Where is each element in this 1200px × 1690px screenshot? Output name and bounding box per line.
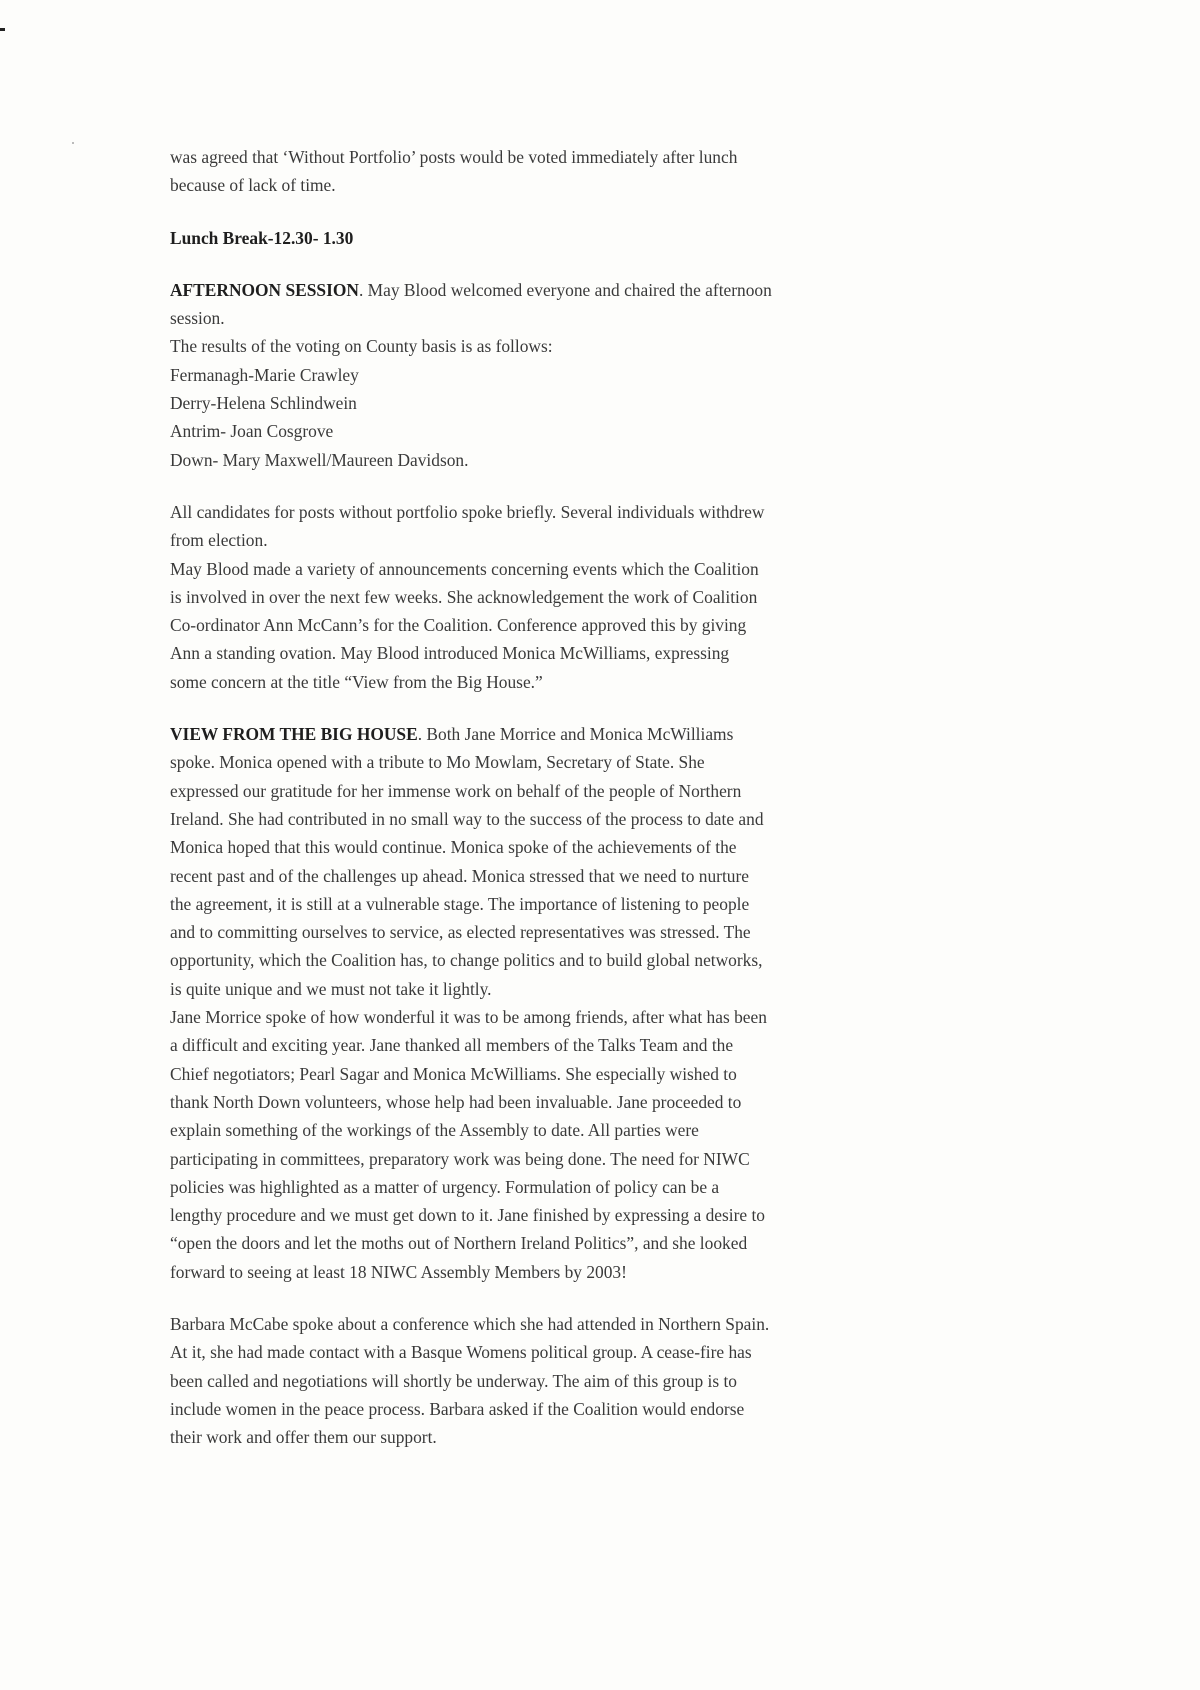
big-house-line: Jane Morrice spoke of how wonderful it was to be among friends, after what has been [170,1007,767,1028]
big-house-line: recent past and of the challenges up ahead. Monica stressed that we need to nurture [170,865,749,886]
document-body [170,143,1035,1451]
afternoon-intro-text: . May Blood welcomed everyone and chaired the afternoon [358,279,772,300]
big-house-line: explain something of the workings of the Assembly to date. All parties were [170,1120,699,1141]
county-result: Down- Mary Maxwell/Maureen Davidson. [170,449,469,470]
big-house-line: opportunity, which the Coalition has, to change politics and to build global networks, [170,950,763,971]
afternoon-line-1 [170,276,1035,304]
big-house-line: Ireland. She had contributed in no small way to the success of the process to date and [170,808,764,829]
county-result: Fermanagh-Marie Crawley [170,364,359,385]
big-house-line: Chief negotiators; Pearl Sagar and Monica McWilliams. She especially wished to [170,1063,737,1084]
big-house-line: lengthy procedure and we must get down to it. Jane finished by expressing a desire to [170,1205,766,1226]
big-house-line: thank North Down volunteers, whose help had been invaluable. Jane proceeded to [170,1091,742,1112]
intro-line-1: was agreed that ‘Without Portfolio’ posts would be voted immediately after lunch [170,147,738,167]
candidates-line: is involved in over the next few weeks. She acknowledgement the work of Coalition [170,586,758,607]
candidates-line: Ann a standing ovation. May Blood introduced Monica McWilliams, expressing [170,643,730,664]
intro-line-2: because of lack of time. [170,175,336,196]
barbara-line: been called and negotiations will shortly be underway. The aim of this group is to [170,1370,738,1391]
county-result: Antrim- Joan Cosgrove [170,421,334,442]
big-house-line: the agreement, it is still at a vulnerable stage. The importance of listening to people [170,893,750,914]
big-house-line: a difficult and exciting year. Jane thanked all members of the Talks Team and the [170,1035,734,1056]
scan-mark [0,28,5,31]
candidates-line: All candidates for posts without portfolio spoke briefly. Several individuals withdrew [170,501,765,522]
big-house-line: Monica hoped that this would continue. Monica spoke of the achievements of the [170,837,737,858]
big-house-line: spoke. Monica opened with a tribute to Mo Mowlam, Secretary of State. She [170,752,705,773]
county-result: Derry-Helena Schlindwein [170,393,357,414]
big-house-line: is quite unique and we must not take it lightly. [170,978,492,999]
candidates-line: Co-ordinator Ann McCann’s for the Coalition. Conference approved this by giving [170,615,747,636]
barbara-line: Barbara McCabe spoke about a conference which she had attended in Northern Spain. [170,1313,770,1334]
big-house-heading: VIEW FROM THE BIG HOUSE [170,724,418,745]
afternoon-session-heading: AFTERNOON SESSION [170,279,359,300]
candidates-line: May Blood made a variety of announcements concerning events which the Coalition [170,558,759,579]
big-house-intro-text: . Both Jane Morrice and Monica McWilliams [417,724,734,745]
scan-speck [72,142,74,144]
big-house-line: and to committing ourselves to service, as elected representatives was stressed. The [170,922,751,943]
big-house-line: forward to seeing at least 18 NIWC Assembly Members by 2003! [170,1261,627,1282]
barbara-line: include women in the peace process. Barbara asked if the Coalition would endorse [170,1398,745,1419]
big-house-line: “open the doors and let the moths out of Northern Ireland Politics”, and she looked [170,1233,748,1254]
big-house-line-1 [170,720,1035,748]
big-house-line: policies was highlighted as a matter of urgency. Formulation of policy can be a [170,1176,720,1197]
afternoon-line-2: session. [170,308,225,329]
lunch-break-heading: Lunch Break-12.30- 1.30 [170,227,354,248]
candidates-line: some concern at the title “View from the Big House.” [170,671,543,692]
barbara-line: At it, she had made contact with a Basque Womens political group. A cease-fire has [170,1342,752,1363]
afternoon-line-3: The results of the voting on County basis is as follows: [170,336,553,357]
candidates-line: from election. [170,530,268,551]
barbara-line: their work and offer them our support. [170,1427,437,1448]
big-house-line: expressed our gratitude for her immense work on behalf of the people of Northern [170,780,742,801]
big-house-line: participating in committees, preparatory work was being done. The need for NIWC [170,1148,750,1169]
